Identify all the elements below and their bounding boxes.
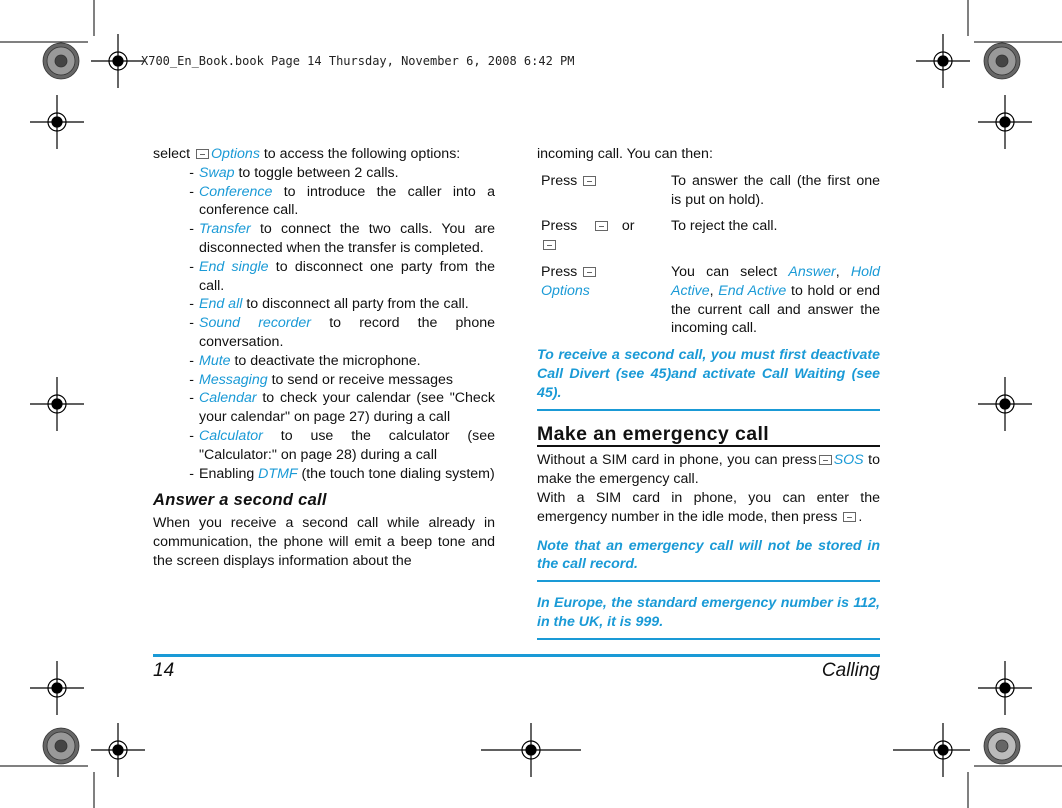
options-list — [153, 164, 495, 465]
option-item: - End single to disconnect one party from the call. — [189, 258, 495, 294]
right-column — [537, 145, 880, 640]
print-header: X700_En_Book.book Page 14 Thursday, November 6, 2008 6:42 PM — [141, 54, 575, 68]
option-item: - Messaging to send or receive messages — [189, 371, 453, 388]
option-item-dtmf: - Enabling DTMF (the touch tone dialing system) — [189, 465, 495, 482]
note-emergency-numbers: In Europe, the standard emergency number is 112, in the UK, it is 999. — [537, 594, 880, 640]
option-item: - Mute to deactivate the microphone. — [189, 352, 421, 369]
footer-rule — [153, 654, 880, 657]
option-item: - Sound recorder to record the phone conversation. — [189, 315, 495, 350]
table-row: Press To answer the call (the first one is put on hold). — [541, 172, 880, 208]
call-key-icon — [843, 512, 856, 522]
table-row: Press Options You can select Answer, Hold Active, End Active to hold or end the current call and answer the incoming call. — [541, 263, 881, 337]
option-item: - Transfer to connect the two calls. You are disconnected when the transfer is completed. — [189, 221, 495, 256]
call-key-icon — [583, 176, 596, 186]
chapter-title: Calling — [821, 660, 880, 681]
end-key-icon — [595, 221, 608, 231]
softkey-icon — [196, 149, 209, 159]
actions-table — [537, 172, 880, 346]
emergency-paragraph-1: Without a SIM card in phone, you can press SOS to make the emergency call. — [537, 452, 880, 488]
emergency-paragraph-2: With a SIM card in phone, you can enter the emergency number in the idle mode, then press . — [537, 489, 880, 525]
options-intro: select Options to access the following options: — [153, 146, 461, 162]
note-call-waiting: To receive a second call, you must first deactivate Call Divert (see 45)and activate Call Waiting (see 45). — [537, 346, 880, 410]
option-item: - Conference to introduce the caller into a conference call. — [189, 183, 495, 219]
table-row: Press or To reject the call. — [537, 217, 880, 263]
softkey-icon — [583, 267, 596, 277]
page-number: 14 — [153, 660, 175, 681]
left-column — [153, 145, 495, 571]
second-call-paragraph: When you receive a second call while already in communication, the phone will emit a beep tone and the screen displays information about the — [153, 515, 495, 569]
note-not-stored: Note that an emergency call will not be stored in the call record. — [537, 537, 880, 583]
option-item: - End all to disconnect all party from the call. — [189, 296, 469, 313]
option-item: - Calendar to check your calendar (see "Check your calendar" on page 27) during a call — [189, 390, 495, 426]
option-item: - Calculator to use the calculator (see "Calculator:" on page 28) during a call — [189, 427, 495, 463]
right-intro: incoming call. You can then: — [537, 146, 713, 162]
right-softkey-icon — [543, 240, 556, 250]
softkey-icon — [819, 455, 832, 465]
subheading-answer-second-call: Answer a second call — [153, 491, 327, 510]
option-item: - Swap to toggle between 2 calls. — [189, 164, 399, 181]
section-heading-emergency: Make an emergency call — [537, 425, 880, 448]
